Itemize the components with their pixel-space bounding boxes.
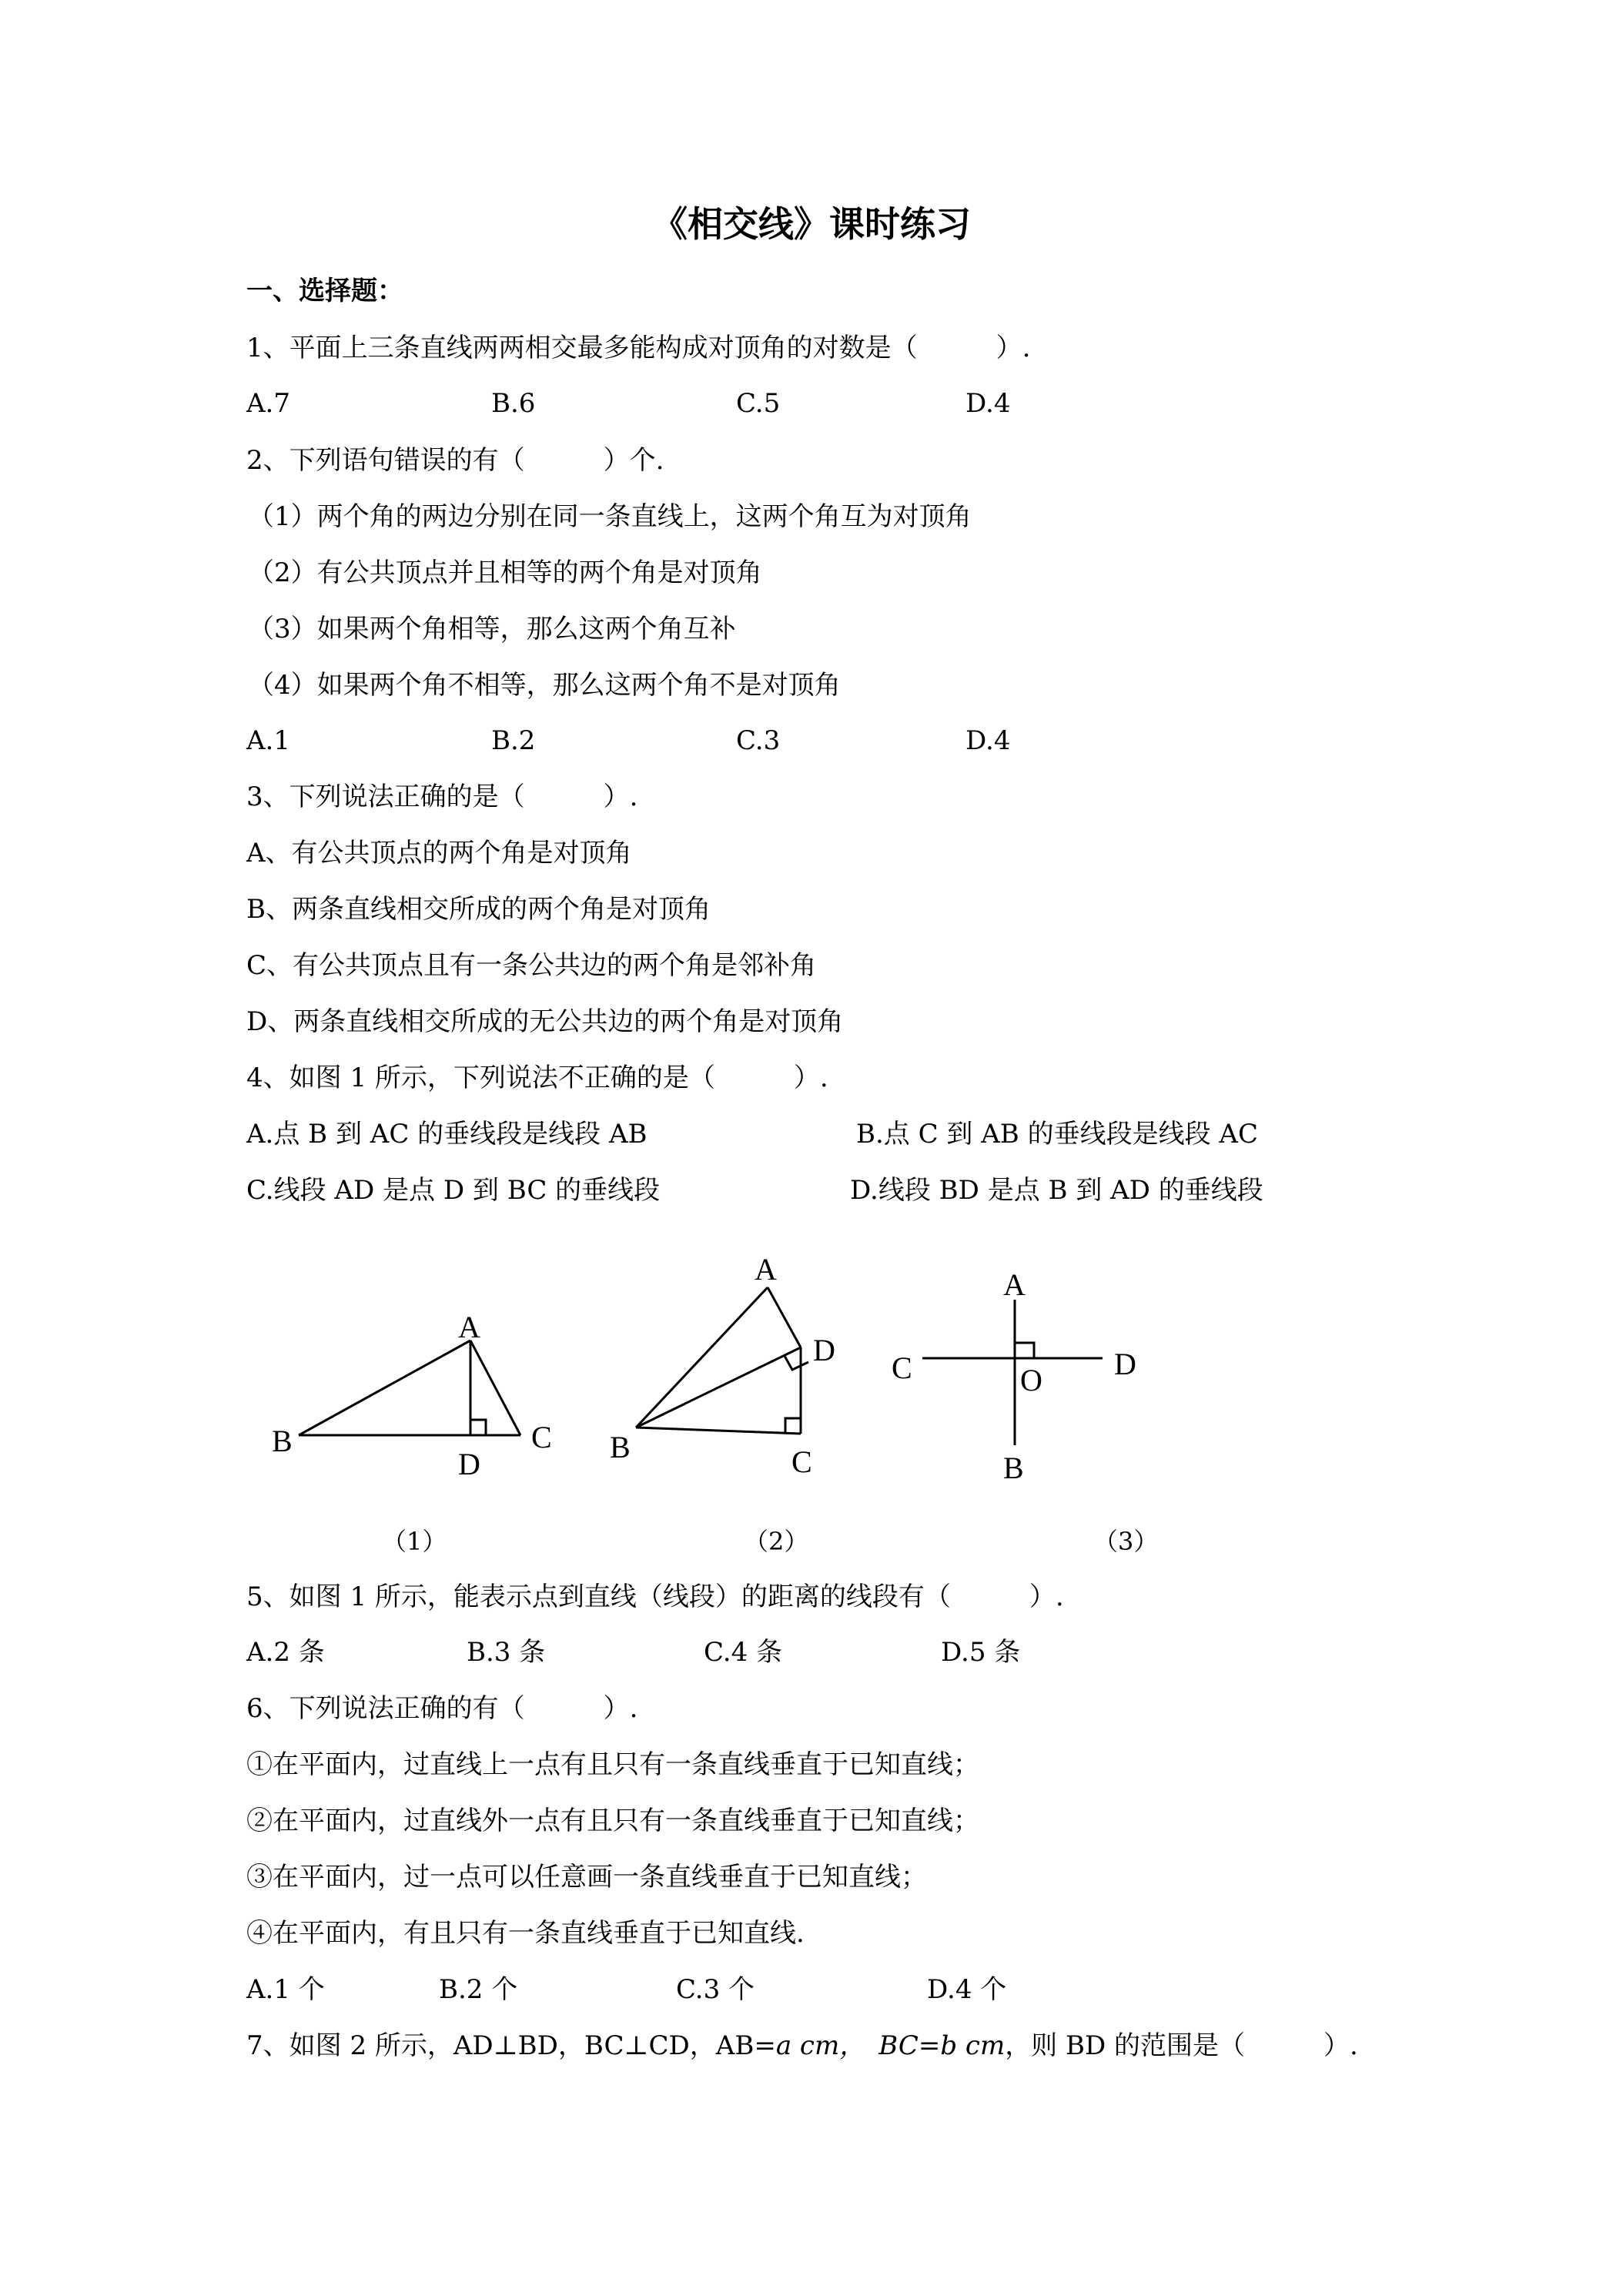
figure-1-triangle (299, 1340, 520, 1435)
q1-option-a: A.7 (246, 388, 290, 419)
q7-text-part2: ，则 BD 的范围是（ ）. (1005, 2030, 1358, 2061)
figure-3-caption: （3） (1093, 1527, 1159, 1556)
q5-option-b: B.3 条 (467, 1637, 546, 1668)
q6-option-d: D.4 个 (927, 1974, 1007, 2005)
q1-option-b: B.6 (491, 388, 536, 419)
q1-option-c: C.5 (736, 388, 781, 419)
figure-2-quadrilateral (636, 1287, 808, 1434)
fig1-label-c: C (531, 1420, 552, 1454)
q7-text-part1: 7、如图 2 所示，AD⊥BD，BC⊥CD，AB= (246, 2030, 776, 2061)
q2-option-b: B.2 (491, 725, 536, 756)
question-2-stem: 2、下列语句错误的有（ ）个. (246, 445, 664, 476)
q2-statement-4: （4）如果两个角不相等，那么这两个角不是对顶角 (248, 670, 841, 701)
q1-option-d: D.4 (965, 388, 1011, 419)
q6-option-a: A.1 个 (246, 1974, 325, 2005)
q7-unit1: cm， BC= (791, 2030, 941, 2061)
question-6-stem: 6、下列说法正确的有（ ）. (246, 1693, 638, 1724)
question-7-stem (246, 2030, 1358, 2061)
q2-statement-1: （1）两个角的两边分别在同一条直线上，这两个角互为对顶角 (248, 501, 972, 532)
fig1-label-a: A (458, 1310, 480, 1344)
q6-option-b: B.2 个 (439, 1974, 518, 2005)
q7-unit2: cm (957, 2030, 1006, 2061)
q2-statement-3: （3）如果两个角相等，那么这两个角互补 (248, 614, 736, 644)
q4-option-c: C.线段 AD 是点 D 到 BC 的垂线段 (246, 1175, 661, 1206)
q5-option-c: C.4 条 (704, 1637, 783, 1668)
section-heading: 一、选择题： (246, 276, 403, 306)
question-3-stem: 3、下列说法正确的是（ ）. (246, 782, 638, 812)
q5-option-a: A.2 条 (246, 1637, 325, 1668)
question-5-stem: 5、如图 1 所示，能表示点到直线（线段）的距离的线段有（ ）. (246, 1581, 1064, 1612)
q2-option-d: D.4 (965, 725, 1011, 756)
q6-statement-1: ①在平面内，过直线上一点有且只有一条直线垂直于已知直线； (246, 1749, 979, 1780)
q6-option-c: C.3 个 (676, 1974, 755, 2005)
figure-2-caption: （2） (744, 1527, 809, 1556)
q6-statement-3: ③在平面内，过一点可以任意画一条直线垂直于已知直线； (246, 1862, 927, 1893)
q7-var-b: b (940, 2030, 958, 2061)
fig3-label-a: A (1003, 1267, 1026, 1302)
question-4-stem: 4、如图 1 所示，下列说法不正确的是（ ）. (246, 1063, 828, 1093)
fig3-label-o: O (1020, 1363, 1042, 1397)
fig1-label-d: D (458, 1447, 480, 1481)
fig2-label-a: A (755, 1252, 777, 1287)
figure-3-perpendicular-lines (922, 1300, 1103, 1445)
q6-statement-2: ②在平面内，过直线外一点有且只有一条直线垂直于已知直线； (246, 1806, 979, 1836)
q3-option-d: D、两条直线相交所成的无公共边的两个角是对顶角 (246, 1006, 844, 1037)
fig1-label-b: B (272, 1424, 293, 1458)
q7-var-a: a (775, 2030, 792, 2061)
q4-option-d: D.线段 BD 是点 B 到 AD 的垂线段 (850, 1175, 1263, 1206)
q6-statement-4: ④在平面内，有且只有一条直线垂直于已知直线. (246, 1918, 805, 1949)
q4-option-a: A.点 B 到 AC 的垂线段是线段 AB (246, 1119, 648, 1150)
q2-option-a: A.1 (246, 725, 290, 756)
q3-option-b: B、两条直线相交所成的两个角是对顶角 (246, 894, 711, 925)
q4-option-b: B.点 C 到 AB 的垂线段是线段 AC (856, 1119, 1258, 1150)
fig2-label-c: C (791, 1444, 812, 1479)
q2-option-c: C.3 (736, 725, 781, 756)
fig3-label-d: D (1114, 1347, 1136, 1381)
q3-option-c: C、有公共顶点且有一条公共边的两个角是邻补角 (246, 950, 817, 981)
fig2-label-b: B (610, 1430, 631, 1464)
fig3-label-c: C (892, 1350, 912, 1385)
page-title: 《相交线》课时练习 (652, 203, 971, 245)
figure-1-caption: （1） (382, 1527, 447, 1556)
question-1-stem: 1、平面上三条直线两两相交最多能构成对顶角的对数是（ ）. (246, 333, 1031, 363)
q2-statement-2: （2）有公共顶点并且相等的两个角是对顶角 (248, 557, 762, 588)
fig3-label-b: B (1003, 1451, 1024, 1485)
q3-option-a: A、有公共顶点的两个角是对顶角 (246, 838, 632, 869)
fig2-label-d: D (813, 1333, 835, 1367)
q5-option-d: D.5 条 (941, 1637, 1021, 1668)
